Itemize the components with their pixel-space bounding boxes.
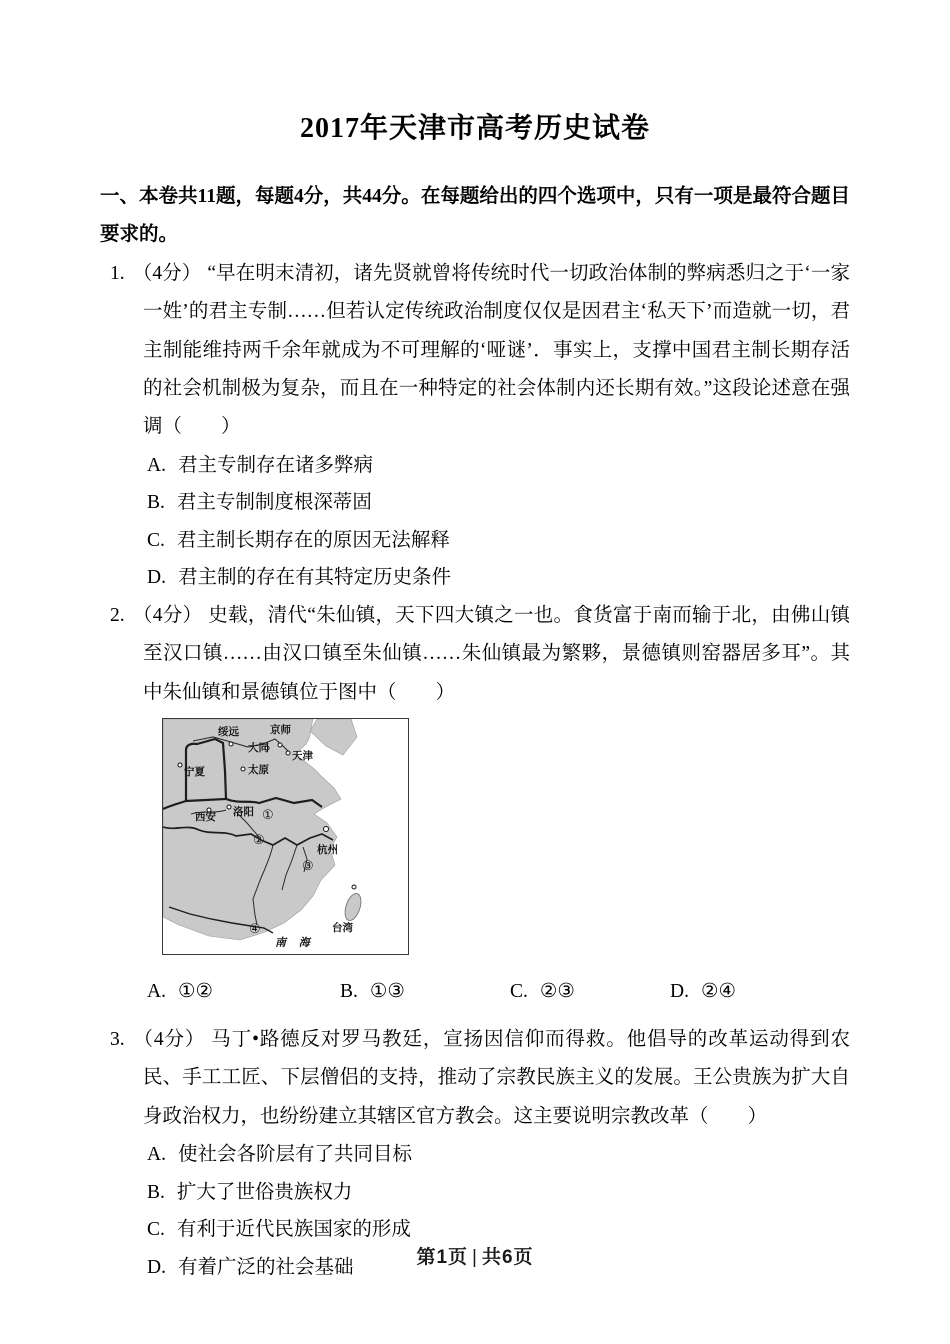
question-2-options bbox=[100, 973, 850, 1011]
question-points: （4分） bbox=[132, 262, 202, 284]
map-marker-3: ③ bbox=[302, 858, 314, 874]
option-text: ②③ bbox=[539, 981, 575, 1003]
map-label-south-sea: 南 海 bbox=[275, 937, 315, 950]
map-label-ningxia: 宁夏 bbox=[184, 767, 205, 779]
option-label: D. bbox=[147, 567, 166, 589]
option-d bbox=[670, 973, 736, 1011]
question-2 bbox=[100, 597, 850, 1011]
hangzhou-dot bbox=[324, 827, 329, 832]
map-label-suiyuan: 绥远 bbox=[218, 727, 239, 739]
tianjin-dot bbox=[286, 751, 290, 755]
option-text: 君主专制存在诸多弊病 bbox=[177, 454, 373, 476]
option-a bbox=[147, 447, 850, 485]
option-text: ①③ bbox=[369, 981, 405, 1003]
option-text: ①② bbox=[177, 981, 213, 1003]
map-marker-1: ① bbox=[262, 807, 274, 823]
footer-total-pages: 共6页 bbox=[481, 1247, 534, 1268]
question-stem bbox=[100, 597, 850, 712]
map-label-luoyang: 洛阳 bbox=[233, 807, 254, 819]
map-label-taiyuan: 太原 bbox=[248, 765, 269, 777]
suiyuan-dot bbox=[229, 742, 233, 746]
option-text: 君主专制制度根深蒂固 bbox=[176, 492, 372, 514]
map-label-datong: 大同 bbox=[248, 743, 269, 755]
option-label: C. bbox=[510, 981, 528, 1003]
exam-page bbox=[100, 0, 850, 1286]
option-label: D. bbox=[147, 1256, 166, 1278]
page-title: 2017年天津市高考历史试卷 bbox=[299, 113, 650, 144]
option-text: 君主制的存在有其特定历史条件 bbox=[177, 567, 451, 589]
option-text: 扩大了世俗贵族权力 bbox=[176, 1181, 353, 1203]
page-footer bbox=[0, 1242, 950, 1269]
map-label-tianjin: 天津 bbox=[292, 751, 313, 763]
option-b bbox=[147, 1174, 850, 1212]
option-label: B. bbox=[147, 492, 165, 514]
option-d bbox=[147, 559, 850, 597]
map-label-hangzhou: 杭州 bbox=[317, 845, 338, 857]
option-a bbox=[147, 973, 340, 1011]
option-c bbox=[147, 522, 850, 560]
option-label: B. bbox=[340, 981, 358, 1003]
option-label: A. bbox=[147, 1144, 166, 1166]
option-text: 君主制长期存在的原因无法解释 bbox=[176, 529, 450, 551]
china-towns-map-figure bbox=[162, 718, 409, 955]
question-points: （4分） bbox=[132, 1029, 206, 1051]
question-stem bbox=[100, 1021, 850, 1136]
option-b bbox=[147, 484, 850, 522]
question-number: 1. bbox=[110, 262, 125, 284]
question-points: （4分） bbox=[132, 604, 203, 626]
question-1-options bbox=[100, 447, 850, 597]
option-label: C. bbox=[147, 529, 165, 551]
option-c bbox=[510, 973, 670, 1011]
map-label-xian: 西安 bbox=[195, 812, 216, 824]
option-label: A. bbox=[147, 981, 166, 1003]
taiwan-dot bbox=[352, 885, 356, 889]
question-stem bbox=[100, 255, 850, 447]
option-label: B. bbox=[147, 1181, 165, 1203]
option-label: D. bbox=[670, 981, 689, 1003]
question-text: 史载，清代“朱仙镇，天下四大镇之一也。食货富于南而输于北，由佛山镇至汉口镇……由汉口镇至朱仙镇……朱仙镇最为繁夥，景德镇则窑器居多耳”。其中朱仙镇和景德镇位于图中（ ） bbox=[143, 604, 850, 703]
option-text: ②④ bbox=[700, 981, 736, 1003]
footer-current-page: 第1页 bbox=[416, 1247, 469, 1268]
ningxia-dot bbox=[178, 763, 182, 767]
question-number: 3. bbox=[110, 1029, 125, 1051]
option-text: 使社会各阶层有了共同目标 bbox=[177, 1144, 412, 1166]
option-label: A. bbox=[147, 454, 166, 476]
map-label-taiwan: 台湾 bbox=[332, 923, 353, 935]
option-text: 有着广泛的社会基础 bbox=[177, 1256, 354, 1278]
option-text: 有利于近代民族国家的形成 bbox=[176, 1219, 411, 1241]
option-a bbox=[147, 1136, 850, 1174]
map-label-jingshi: 京师 bbox=[270, 725, 291, 737]
question-text: 马丁•路德反对罗马教廷，宣扬因信仰而得救。他倡导的改革运动得到农民、手工工匠、下层僧侣的支持，推动了宗教民族主义的发展。王公贵族为扩大自身政治权力，也纷纷建立其辖区官方教会。这主要说明宗教改革（ ） bbox=[143, 1029, 850, 1127]
china-map-svg bbox=[163, 719, 408, 954]
option-b bbox=[340, 973, 510, 1011]
question-text: “早在明末清初，诸先贤就曾将传统时代一切政治体制的弊病悉归之于‘一家一姓’的君主专制……但若认定传统政治制度仅仅是因君主‘私天下’而造就一切，君主制能维持两千余年就成为不可理解的‘哑谜’．事实上，支撑中国君主制长期存活的社会机制极为复杂，而且在一种特定的社会体制内还长期有效。”这段论述意在强调（ ） bbox=[143, 262, 850, 438]
question-number: 2. bbox=[110, 604, 125, 626]
map-marker-2: ② bbox=[253, 832, 265, 848]
jingshi-dot bbox=[278, 743, 282, 747]
map-marker-4: ④ bbox=[249, 921, 261, 937]
section-heading: 一、本卷共11题，每题4分，共44分。在每题给出的四个选项中，只有一项是最符合题目要求的。 bbox=[100, 186, 850, 246]
question-1 bbox=[100, 255, 850, 597]
luoyang-dot bbox=[227, 805, 231, 809]
taiyuan-dot bbox=[241, 767, 245, 771]
option-label: C. bbox=[147, 1219, 165, 1241]
footer-divider: | bbox=[472, 1247, 478, 1268]
